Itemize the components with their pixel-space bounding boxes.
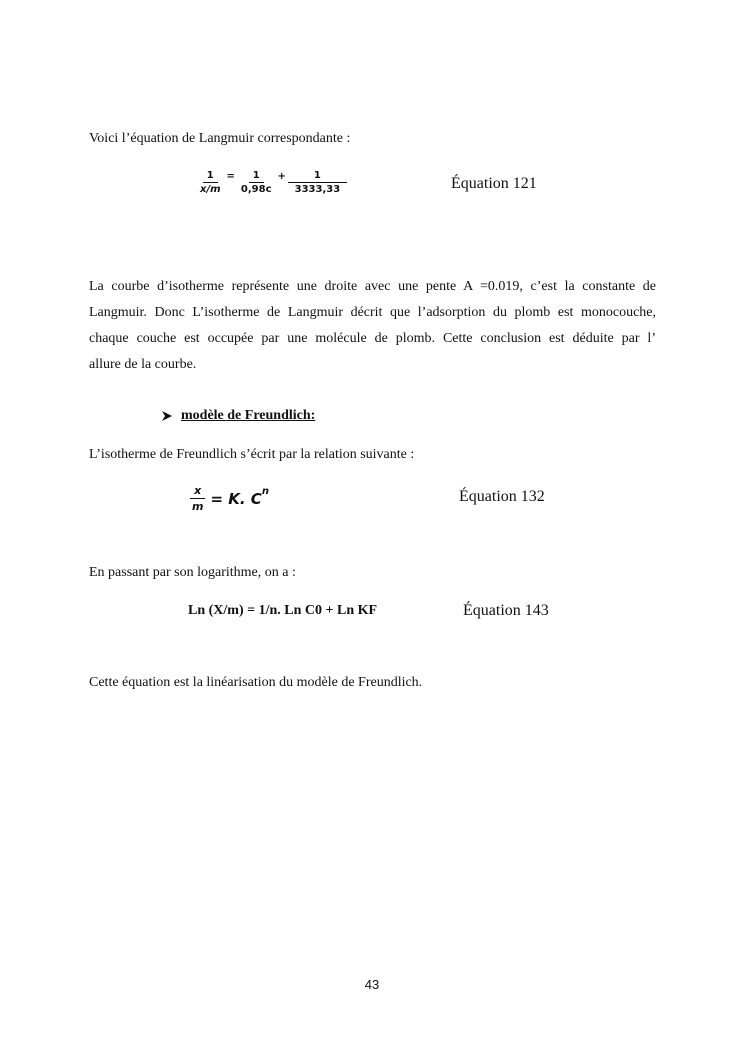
fraction-3-numerator: 1 [288, 170, 347, 183]
langmuir-equation [196, 170, 347, 195]
equation-label-132: Équation 132 [459, 488, 545, 505]
freundlich-heading-row [161, 408, 315, 424]
fraction-3-denominator: 3333,33 [294, 184, 341, 195]
fraction-2-denominator: 0,98c [240, 184, 272, 195]
log-intro: En passant par son logarithme, on a : [89, 565, 296, 580]
page-number: 43 [364, 977, 380, 992]
fraction-1-denominator: x/m [200, 184, 221, 195]
langmuir-intro: Voici l’équation de Langmuir correspondante : [89, 131, 351, 146]
conclusion: Cette équation est la linéarisation du modèle de Freundlich. [89, 675, 423, 690]
equation-label-143: Équation 143 [463, 602, 549, 619]
fraction-2-numerator: 1 [249, 170, 264, 183]
langmuir-paragraph [89, 274, 656, 378]
fraction-1-numerator: 1 [203, 170, 218, 183]
freundlich-fraction [188, 484, 207, 513]
log-equation: Ln (X/m) = 1/n. Ln C0 + Ln KF [188, 603, 378, 618]
freundlich-rhs: = K. C [210, 489, 262, 508]
paragraph-line: chaque couche est occupée par une molécule de plomb. Cette conclusion est déduite par l’ [89, 331, 656, 346]
arrowhead-bullet-icon [161, 410, 173, 422]
fraction-2 [237, 170, 276, 195]
fraction-3 [288, 170, 347, 195]
equals-sign: = [226, 171, 235, 182]
freundlich-numerator: x [190, 484, 205, 499]
freundlich-exponent: n [261, 486, 269, 497]
freundlich-denominator: m [192, 500, 204, 513]
paragraph-line: La courbe d’isotherme représente une droite avec une pente A =0.019, c’est la constante de [89, 279, 656, 294]
paragraph-line: Langmuir. Donc L’isotherme de Langmuir décrit que l’adsorption du plomb est monocouche, [89, 305, 656, 320]
freundlich-intro: L’isotherme de Freundlich s’écrit par la relation suivante : [89, 447, 415, 462]
fraction-1 [196, 170, 225, 195]
freundlich-equation [188, 484, 269, 513]
equation-label-121: Équation 121 [451, 175, 537, 192]
paragraph-line: allure de la courbe. [89, 357, 197, 372]
plus-sign: + [277, 171, 286, 182]
section-heading: modèle de Freundlich: [181, 408, 316, 423]
